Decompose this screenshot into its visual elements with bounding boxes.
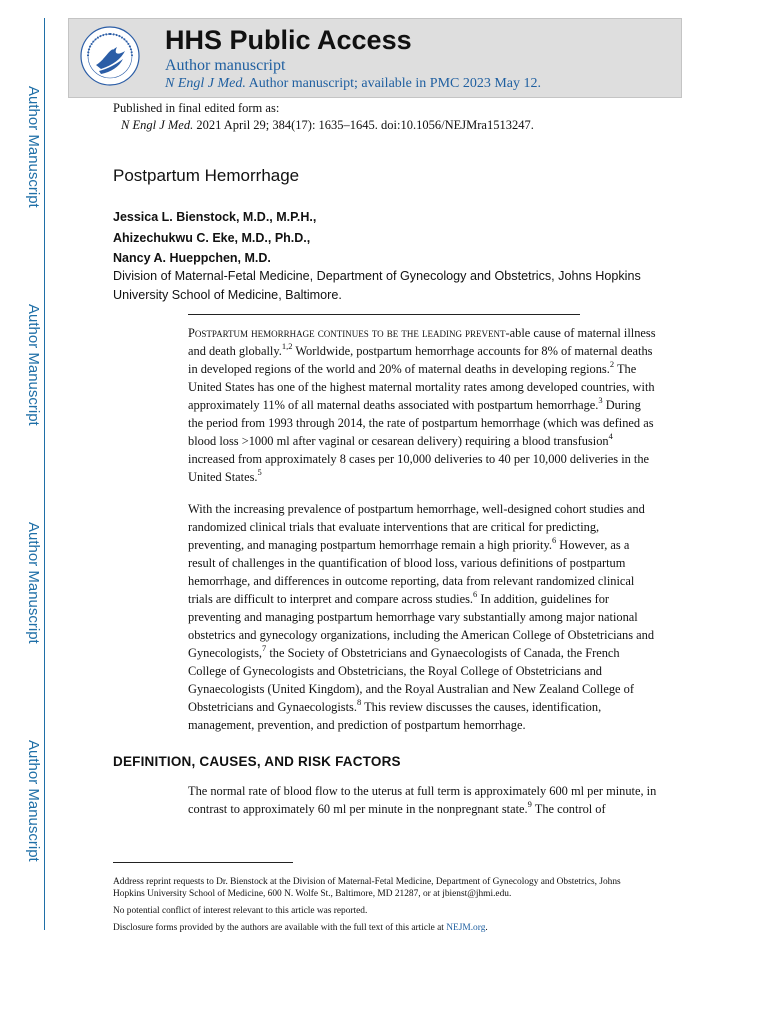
side-label-author-manuscript: Author Manuscript <box>25 304 42 426</box>
body-text: The normal rate of blood flow to the uterus at full term is approximately 600 ml per minute, in contrast to approximately 60 ml per minute in the nonpregnant state. <box>188 784 657 816</box>
footnote-rule <box>113 862 293 863</box>
hhs-header <box>68 18 682 98</box>
side-label-author-manuscript: Author Manuscript <box>25 740 42 862</box>
header-subtitle: Author manuscript <box>165 57 286 74</box>
footnote-conflict: No potential conflict of interest relevant to this article was reported. <box>113 906 368 916</box>
reference-marker: 8 <box>356 696 362 707</box>
body-text: This review discusses the causes, identification, management, prevention, and prediction of postpartum hemorrhage. <box>188 700 602 732</box>
body-text: However, as a result of challenges in the quantification of blood loss, various definitions of postpartum hemorrhage, and differences in outcome reporting, data from relevant randomized clinical trials are difficult to interpret and compare across studies. <box>188 538 635 606</box>
footnote-disclosure <box>113 922 653 934</box>
body-text: increased from approximately 8 cases per 10,000 deliveries to 40 per 10,000 deliveries in the United States. <box>188 452 650 484</box>
reference-marker: 3 <box>598 394 603 405</box>
reference-marker: 6 <box>473 588 478 599</box>
side-label-author-manuscript: Author Manuscript <box>25 86 42 208</box>
side-label-author-manuscript: Author Manuscript <box>25 522 42 644</box>
published-label: Published in final edited form as: <box>113 101 280 115</box>
intro-paragraph-1 <box>188 324 658 486</box>
published-citation: 2021 April 29; 384(17): 1635–1645. doi:10.1056/NEJMra1513247. <box>196 118 534 132</box>
reference-marker: 4 <box>608 430 613 441</box>
nejm-link[interactable]: NEJM.org <box>446 923 486 933</box>
article-title: Postpartum Hemorrhage <box>113 166 300 185</box>
header-journal: N Engl J Med. <box>165 76 246 91</box>
section-paragraph-1 <box>188 782 658 818</box>
footnote-reprint: Address reprint requests to Dr. Bienstock at the Division of Maternal-Fetal Medicine, Department of Gynecology and Obstetrics, Johns Hopkins University School of Medicine, 600 N. Wolfe St., Baltimore, MD 21287, or at jbienst@jhmi.edu. <box>113 877 621 899</box>
footnote-disclosure-end: . <box>485 923 488 933</box>
footnotes <box>113 876 653 939</box>
author-name: Nancy A. Hueppchen, M.D. <box>113 251 271 265</box>
reference-marker: 7 <box>262 642 267 653</box>
body-text: the Society of Obstetricians and Gynaecologists of Canada, the French College of Gynecologists and Obstetricians, the Royal College of Obstetricians and Gynaecologists (United Kingdom), and the Royal Australian and New Zealand College of Obstetricians and Gynaecologists. <box>188 646 634 714</box>
lead-in-smallcaps: Postpartum hemorrhage continues to be the leading prevent <box>188 326 506 340</box>
header-availability: Author manuscript; available in PMC 2023 May 12. <box>248 76 542 91</box>
author-list <box>113 207 316 269</box>
author-name: Jessica L. Bienstock, M.D., M.P.H., <box>113 210 317 224</box>
reference-marker: 1,2 <box>281 340 293 351</box>
header-title: HHS Public Access <box>165 25 412 55</box>
intro-paragraph-2 <box>188 500 658 734</box>
header-journal-line <box>165 76 541 92</box>
reference-marker: 6 <box>551 534 557 545</box>
body-text: The control of <box>531 802 606 816</box>
body-text: -able cause of maternal illness and death globally. <box>188 326 656 358</box>
published-citation-line <box>113 117 534 134</box>
author-name: Ahizechukwu C. Eke, M.D., Ph.D., <box>113 230 311 245</box>
section-heading: DEFINITION, CAUSES, AND RISK FACTORS <box>113 754 401 769</box>
reference-marker: 9 <box>527 798 532 809</box>
body-text: In addition, guidelines for preventing and managing postpartum hemorrhage vary substantially among major national obstetrics and gynecology organizations, including the American College of Obstetricians and Gynecologists, <box>188 592 655 660</box>
published-info <box>113 100 534 134</box>
footnote-disclosure-text: Disclosure forms provided by the authors are available with the full text of this article at <box>113 923 447 933</box>
reference-marker: 2 <box>609 358 615 369</box>
author-affiliation: Division of Maternal-Fetal Medicine, Department of Gynecology and Obstetrics, Johns Hopkins University School of Medicine, Baltimore. <box>113 269 641 302</box>
body-text: During the period from 1993 through 2014, the rate of postpartum hemorrhage (which was defined as blood loss >1000 ml after vaginal or cesarean delivery) requiring a blood transfusion <box>188 398 654 448</box>
reference-marker: 5 <box>257 466 262 477</box>
side-rule <box>44 18 45 930</box>
published-journal: N Engl J Med. <box>121 118 194 132</box>
body-text: Worldwide, postpartum hemorrhage accounts for 8% of maternal deaths in developed regions of the world and 20% of maternal deaths in developing regions. <box>188 344 653 376</box>
body-text: With the increasing prevalence of postpartum hemorrhage, well-designed cohort studies and randomized clinical trials that evaluate interventions that are critical for predicting, preventing, and managing postpartum hemorrhage remain a high priority. <box>188 502 645 552</box>
body-text: The United States has one of the highest maternal mortality rates among developed countries, with approximately 11% of all maternal deaths associated with postpartum hemorrhage. <box>188 362 655 412</box>
hhs-seal-icon <box>79 25 141 87</box>
abstract-rule <box>188 314 580 315</box>
